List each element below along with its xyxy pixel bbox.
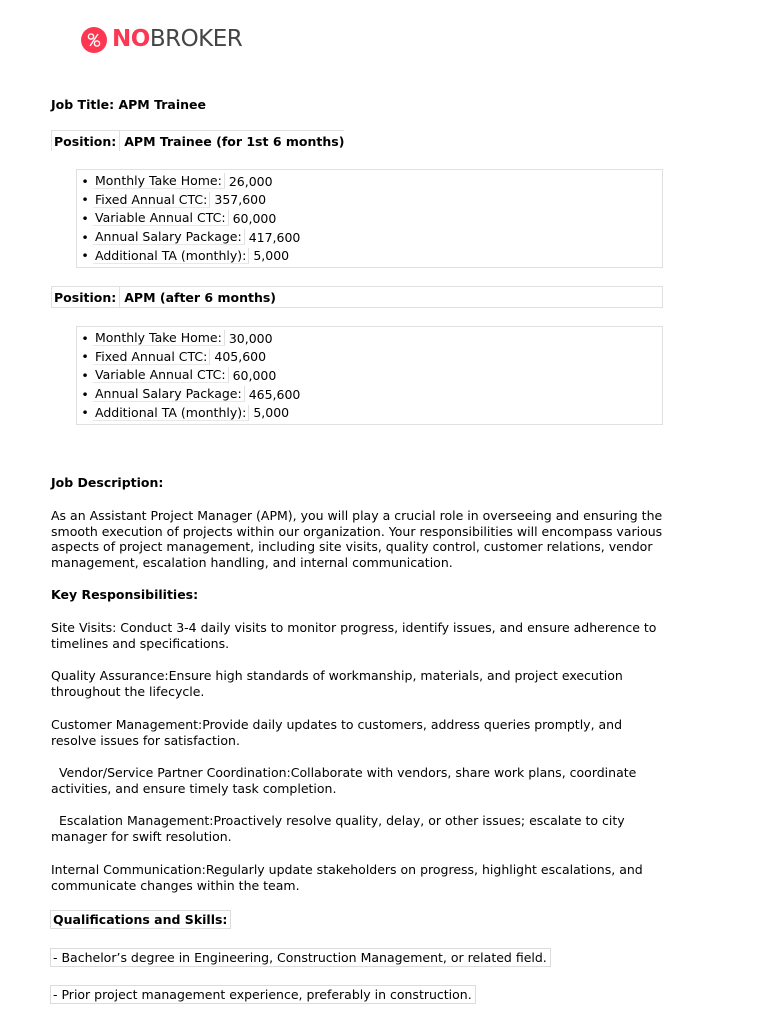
responsibility-customer-management: Customer Management:Provide daily updates to customers, address queries promptly, and resolve issues for satisfaction. xyxy=(51,717,627,748)
list-item: • Variable Annual CTC: 60,000 xyxy=(81,367,277,383)
position-1-compensation-list xyxy=(76,169,663,268)
list-item: • Fixed Annual CTC: 405,600 xyxy=(81,348,267,365)
list-item: • Monthly Take Home: 26,000 xyxy=(81,173,273,189)
list-item: • Annual Salary Package: 465,600 xyxy=(81,386,301,402)
position-1-label: Position: xyxy=(52,131,120,151)
qualification-item: - Bachelor’s degree in Engineering, Construction Management, or related field. xyxy=(50,948,551,967)
qualifications-heading: Qualifications and Skills: xyxy=(50,910,231,929)
nobroker-logo xyxy=(81,21,242,58)
position-2-value: APM (after 6 months) xyxy=(124,289,277,305)
list-item: • Variable Annual CTC: 60,000 xyxy=(81,210,277,226)
position-2-row xyxy=(51,286,663,308)
position-1-row xyxy=(51,130,344,151)
nobroker-logo-icon xyxy=(81,21,107,58)
position-2-compensation-list xyxy=(76,326,663,425)
list-item: • Additional TA (monthly): 5,000 xyxy=(81,404,290,421)
position-1-value: APM Trainee (for 1st 6 months) xyxy=(124,133,345,149)
list-item: • Additional TA (monthly): 5,000 xyxy=(81,247,290,264)
responsibility-escalation-management: Escalation Management:Proactively resolve quality, delay, or other issues; escalate to city manager for swift resolution. xyxy=(51,813,629,844)
responsibility-internal-communication: Internal Communication:Regularly update stakeholders on progress, highlight escalations, and communicate changes within the team. xyxy=(51,862,647,893)
responsibility-quality-assurance: Quality Assurance:Ensure high standards of workmanship, materials, and project execution throughout the lifecycle. xyxy=(51,668,627,699)
key-responsibilities-heading: Key Responsibilities: xyxy=(51,587,199,602)
qualification-item: - Prior project management experience, preferably in construction. xyxy=(50,985,476,1004)
job-description-heading: Job Description: xyxy=(51,475,164,490)
logo-wordmark: NOBROKER xyxy=(112,26,243,52)
job-title: Job Title: APM Trainee xyxy=(51,97,206,112)
responsibility-site-visits: Site Visits: Conduct 3-4 daily visits to monitor progress, identify issues, and ensure adherence to timelines and specifications. xyxy=(51,620,661,651)
position-2-label: Position: xyxy=(52,287,120,307)
list-item: • Monthly Take Home: 30,000 xyxy=(81,330,273,346)
job-description-text: As an Assistant Project Manager (APM), you will play a crucial role in overseeing and ensuring the smooth execution of projects within our organization. Your responsibilities will encompass various aspects of project management, including site visits, quality control, customer relations, vendor management, escalation handling, and internal communication. xyxy=(51,508,663,570)
list-item: • Fixed Annual CTC: 357,600 xyxy=(81,191,267,208)
list-item: • Annual Salary Package: 417,600 xyxy=(81,229,301,245)
responsibility-vendor-coordination: Vendor/Service Partner Coordination:Collaborate with vendors, share work plans, coordinate activities, and ensure timely task completion. xyxy=(51,765,641,796)
